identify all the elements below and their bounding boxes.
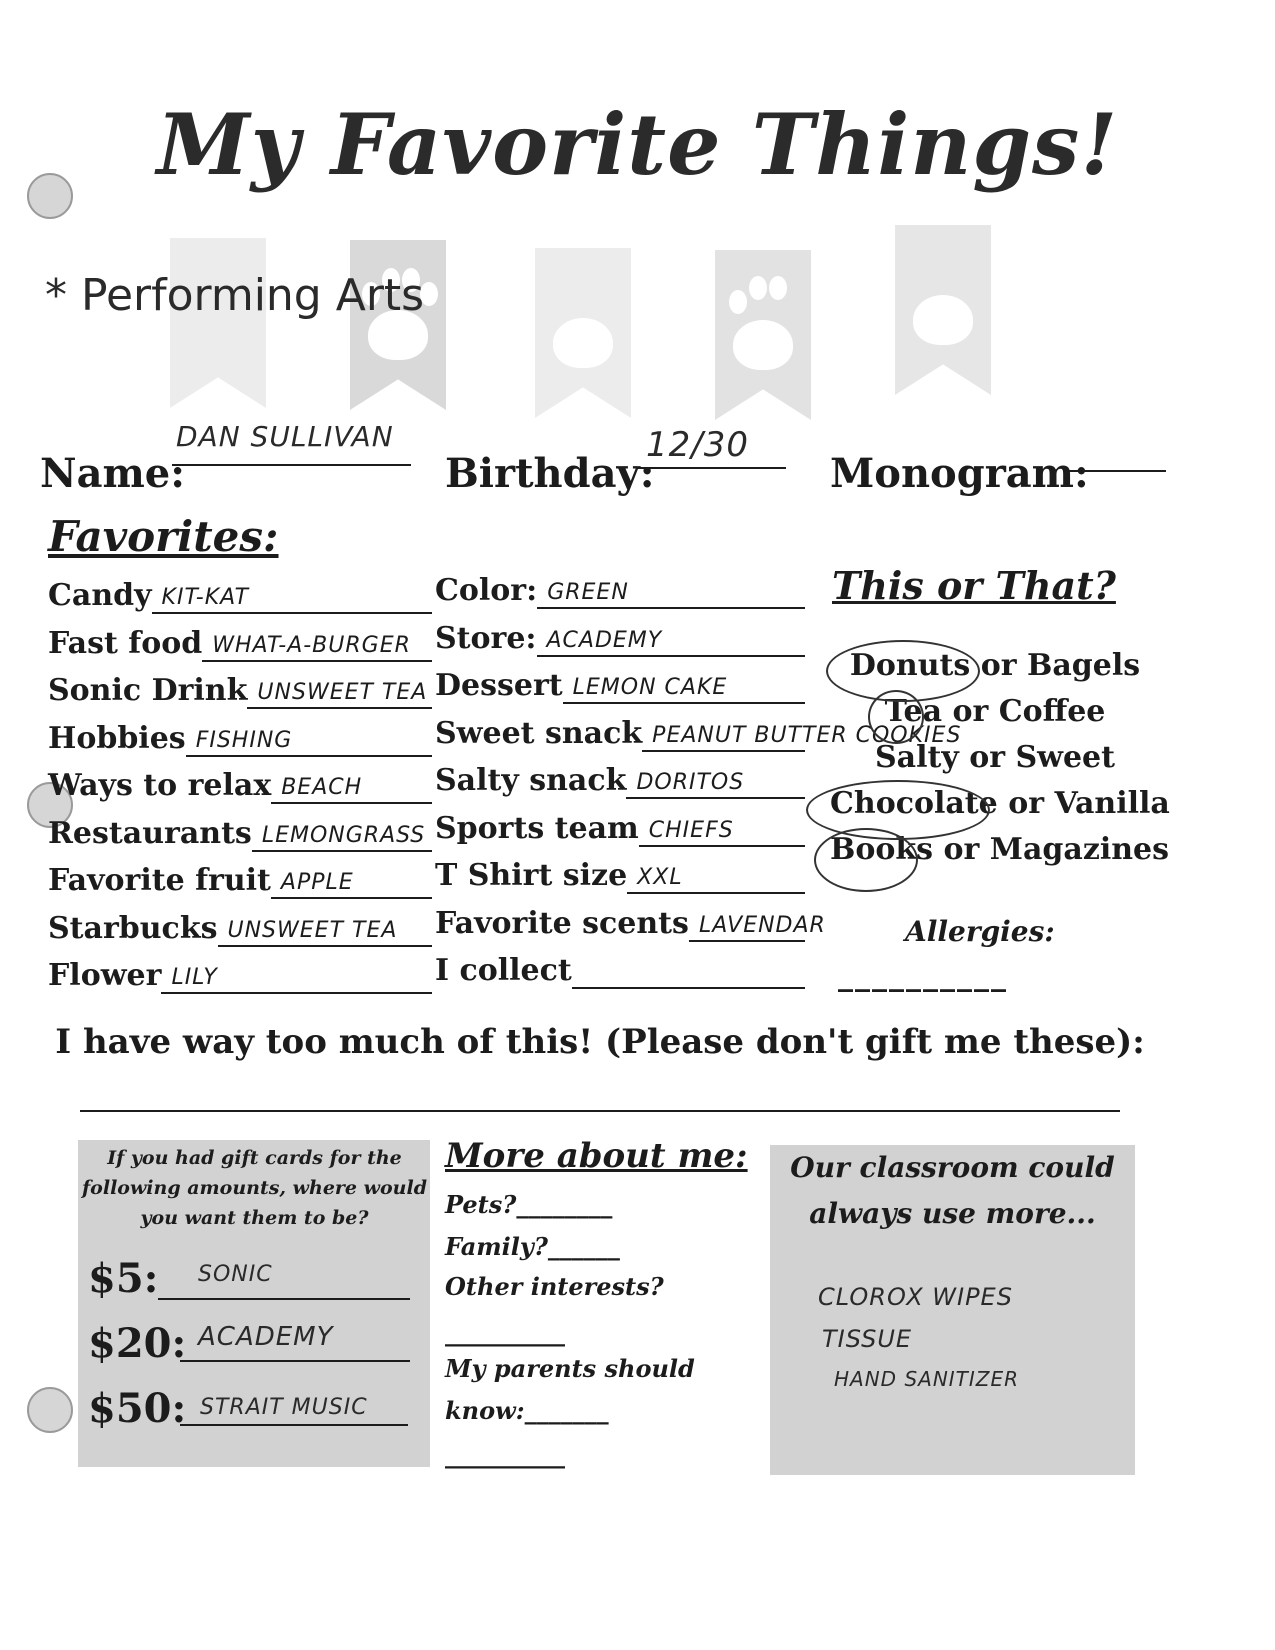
favorite-answer: FISHING (186, 723, 432, 757)
classroom-item: HAND SANITIZER (834, 1367, 1020, 1391)
favorite-row (435, 858, 805, 894)
gift-amount-50: $50: (88, 1385, 187, 1432)
gift-amount-20: $20: (88, 1320, 187, 1367)
favorite-row (48, 578, 432, 614)
birthday-field: 12/30 (638, 425, 786, 469)
paw-pennant-3 (535, 248, 631, 418)
parents-label-2 (445, 1396, 609, 1425)
favorite-row (48, 768, 432, 804)
paw-pennant-5 (895, 225, 991, 395)
family-label (445, 1232, 620, 1261)
classroom-item: TISSUE (822, 1325, 913, 1353)
favorite-label: T Shirt size (435, 858, 628, 893)
paw-icon (733, 320, 793, 370)
gift-amount-5: $5: (88, 1255, 159, 1302)
favorite-label: Flower (48, 958, 162, 993)
classroom-heading: Our classroom could always use more... (790, 1151, 1115, 1230)
name-field: DAN SULLIVAN (172, 420, 411, 466)
favorite-row (48, 958, 432, 994)
favorite-label: Sports team (435, 810, 639, 846)
favorite-row (48, 721, 432, 757)
favorite-row (435, 715, 962, 752)
paw-pennant-1 (170, 238, 266, 408)
favorite-label: I collect (435, 953, 572, 988)
too-much-heading: I have way too much of this! (Please don't gift me these): (55, 1022, 1145, 1062)
favorite-label: Candy (48, 578, 152, 613)
paw-toe (769, 276, 787, 300)
pets-label (445, 1190, 612, 1219)
favorite-row (435, 905, 826, 942)
family-blank: ______ (547, 1232, 620, 1261)
favorite-answer: LEMON CAKE (563, 670, 805, 704)
name-label: Name: (40, 450, 186, 497)
paw-pennant-4 (715, 250, 811, 420)
favorite-label: Store: (435, 620, 537, 656)
favorite-answer (572, 955, 805, 989)
favorite-row (435, 763, 805, 799)
favorite-answer: UNSWEET TEA (218, 913, 432, 947)
gift-value-20: ACADEMY (180, 1322, 410, 1362)
favorite-label: Sonic Drink (48, 673, 248, 708)
favorite-label: Restaurants (48, 815, 252, 851)
favorite-answer: WHAT-A-BURGER (202, 628, 432, 662)
gift-value-5: SONIC (158, 1262, 410, 1300)
favorite-row (435, 621, 805, 657)
favorite-answer: LEMONGRASS (252, 818, 432, 852)
other-interests-blank: __________ (445, 1318, 565, 1347)
favorite-answer: APPLE (271, 865, 432, 899)
favorite-label: Favorite scents (435, 905, 689, 941)
favorite-label: Fast food (48, 625, 203, 661)
handwritten-note: * Performing Arts (45, 270, 425, 321)
monogram-label: Monogram: (830, 450, 1089, 497)
favorite-answer: LILY (161, 960, 432, 994)
allergies-label: Allergies: (905, 915, 1055, 948)
favorite-label: Favorite fruit (48, 863, 271, 898)
favorite-row (435, 668, 805, 704)
circle-chocolate (806, 780, 990, 840)
favorite-answer: XXL (627, 860, 805, 894)
favorite-answer: UNSWEET TEA (247, 675, 432, 709)
monogram-field (1066, 430, 1166, 472)
favorite-label: Starbucks (48, 910, 218, 946)
paw-toe (749, 276, 767, 300)
allergies-blank: __________ (838, 958, 1008, 993)
favorite-row (48, 816, 432, 852)
gift-value-50: STRAIT MUSIC (180, 1390, 408, 1426)
parents-label-1: My parents should (445, 1354, 695, 1383)
paw-toe (729, 290, 747, 314)
hole-punch-bottom (27, 1387, 73, 1433)
gift-cards-heading: If you had gift cards for the following amounts, where would you want them to be? (82, 1147, 427, 1229)
favorite-row (435, 573, 805, 609)
favorite-row (48, 673, 432, 709)
paw-icon (913, 295, 973, 345)
birthday-label: Birthday: (445, 450, 655, 497)
this-or-that-item: Books or Magazines (830, 832, 1170, 867)
favorite-row (48, 626, 432, 662)
favorite-answer: ACADEMY (537, 623, 805, 657)
paw-pennant-2 (350, 240, 446, 410)
too-much-line (80, 1090, 1120, 1112)
favorite-answer: LAVENDAR (689, 908, 805, 942)
pets-blank: ________ (516, 1190, 613, 1219)
this-or-that-title: This or That? (832, 563, 1116, 608)
favorite-row (48, 911, 432, 947)
this-or-that-item: Tea or Coffee (884, 694, 1106, 729)
favorite-label: Ways to relax (48, 768, 272, 803)
favorites-title: Favorites: (48, 512, 279, 561)
this-or-that-item: Donuts or Bagels (849, 648, 1141, 683)
classroom-item: CLOROX WIPES (818, 1283, 1013, 1311)
circle-tea (868, 690, 924, 744)
parents-text: know: (445, 1396, 525, 1425)
more-about-me-title: More about me: (445, 1136, 748, 1176)
favorite-label: Hobbies (48, 720, 186, 756)
family-text: Family? (445, 1232, 548, 1261)
favorite-answer: GREEN (537, 575, 805, 609)
favorite-label: Dessert (435, 668, 563, 703)
this-or-that-item: Chocolate or Vanilla (830, 786, 1170, 821)
favorite-row (435, 811, 805, 847)
other-interests-label: Other interests? (445, 1272, 664, 1301)
final-blank: __________ (445, 1440, 565, 1469)
favorite-row (48, 863, 432, 899)
favorite-label: Salty snack (435, 763, 627, 798)
favorite-answer: CHIEFS (639, 813, 805, 847)
favorite-label: Sweet snack (435, 715, 643, 751)
favorite-label: Color: (435, 573, 538, 608)
favorite-answer: KIT-KAT (152, 580, 432, 614)
favorite-row (435, 953, 805, 989)
parents-blank: _______ (524, 1396, 609, 1425)
page-title: My Favorite Things! (156, 95, 1119, 194)
circle-books (814, 828, 918, 892)
favorite-answer: BEACH (271, 770, 432, 804)
favorite-answer: PEANUT BUTTER COOKIES (642, 718, 805, 752)
favorite-answer: DORITOS (626, 765, 805, 799)
pets-text: Pets? (445, 1190, 517, 1219)
this-or-that-item: Salty or Sweet (874, 740, 1115, 775)
paw-icon (553, 318, 613, 368)
